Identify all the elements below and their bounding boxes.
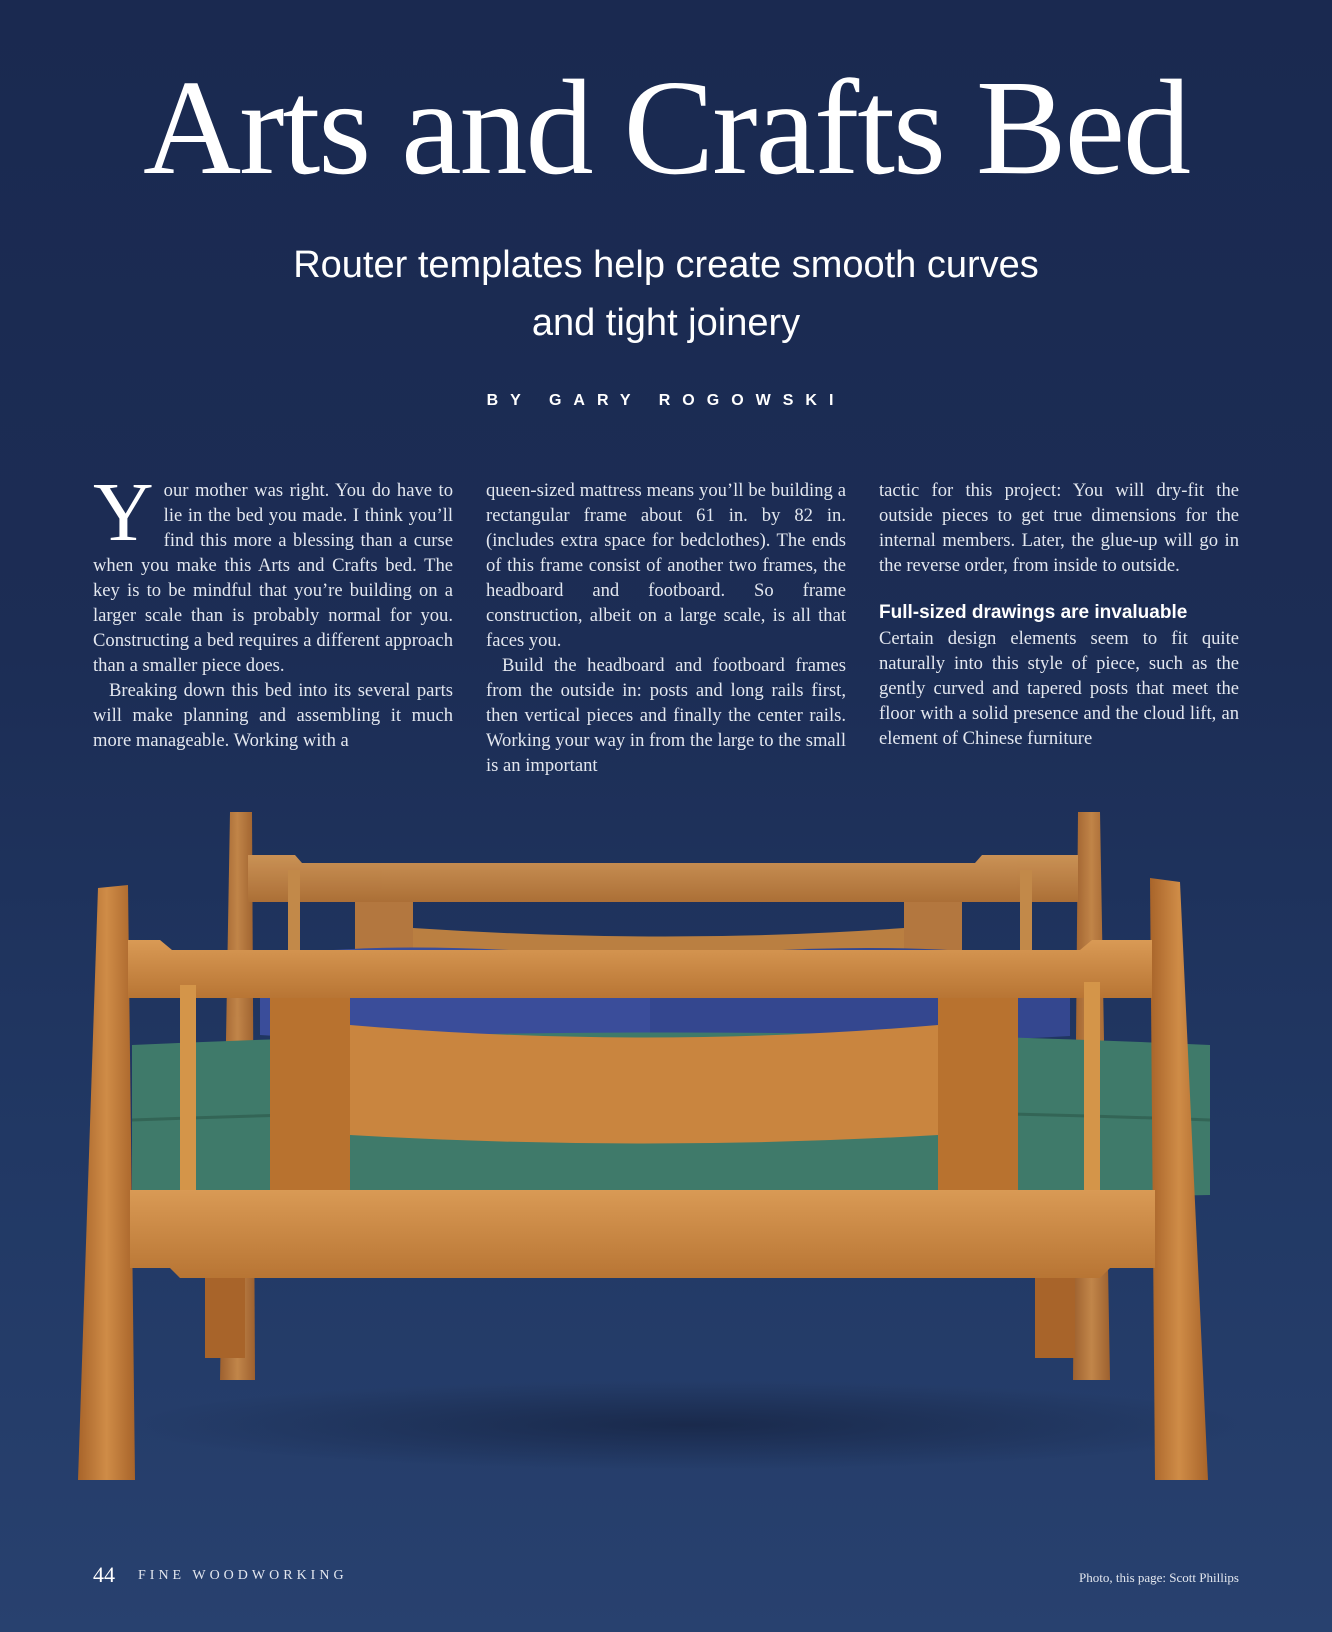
bed-photo xyxy=(70,800,1270,1540)
drop-cap: Y xyxy=(93,466,154,559)
magazine-name: FINE WOODWORKING xyxy=(138,1568,348,1583)
paragraph-text: our mother was right. You do have to lie in the bed you made. I think you’ll find this more a blessing than a curse when you make this Arts and Crafts bed. The key is to be mindful that you’re building on a larger scale than is probably normal for you. Constructing a bed requires a different approach than a smaller piece does. xyxy=(93,480,453,676)
paragraph: Build the headboard and footboard frames from the outside in: posts and long rails first, then vertical pieces and finally the center rails. Working your way in from the large to the small is an important xyxy=(486,655,846,776)
article-subtitle xyxy=(0,236,1332,352)
footboard-center-rail xyxy=(350,1025,938,1144)
footboard-leg-left-back xyxy=(205,1278,245,1358)
body-column-2 xyxy=(486,478,846,778)
paragraph: queen-sized mattress means you’ll be building a rectangular frame about 61 in. by 82 in. (includes extra space for bedclothes). The ends of this frame consist of another two frames, the headboard and footboard. So frame construction, albeit on a large scale, is all that faces you. xyxy=(486,480,846,651)
byline: BY GARY ROGOWSKI xyxy=(486,392,846,409)
page-number: 44 xyxy=(93,1562,115,1587)
footboard-vertical-left xyxy=(270,998,350,1208)
article-title: Arts and Crafts Bed xyxy=(142,53,1189,203)
paragraph: tactic for this project: You will dry-fit the outside pieces to get true dimensions for the internal members. Later, the glue-up will go in the reverse order, from inside to outside. xyxy=(879,480,1239,576)
footboard-vertical-right xyxy=(938,998,1018,1208)
paragraph: Breaking down this bed into its several parts will make planning and assembling it much more manageable. Working with a xyxy=(93,680,453,751)
body-column-3 xyxy=(879,478,1239,751)
footboard-post-left xyxy=(78,885,135,1480)
section-subhead: Full-sized drawings are invaluable xyxy=(879,602,1188,623)
subtitle-line-1: Router templates help create smooth curves xyxy=(293,244,1039,286)
footboard-slat-left xyxy=(180,985,196,1200)
footboard-leg-right-back xyxy=(1035,1278,1075,1358)
photo-credit: Photo, this page: Scott Phillips xyxy=(1079,1570,1239,1585)
footboard-bottom-rail xyxy=(130,1190,1155,1278)
floor-shadow xyxy=(130,1380,1250,1470)
subtitle-line-2: and tight joinery xyxy=(531,302,801,344)
paragraph: Certain design elements seem to fit quite naturally into this style of piece, such as the gently curved and tapered posts that meet the floor with a solid presence and the cloud lift, an element of Chinese furniture xyxy=(879,628,1239,749)
body-column-1 xyxy=(93,466,453,753)
paragraph xyxy=(93,466,453,678)
headboard-top-rail xyxy=(248,855,1078,902)
footboard-slat-right xyxy=(1084,982,1100,1197)
